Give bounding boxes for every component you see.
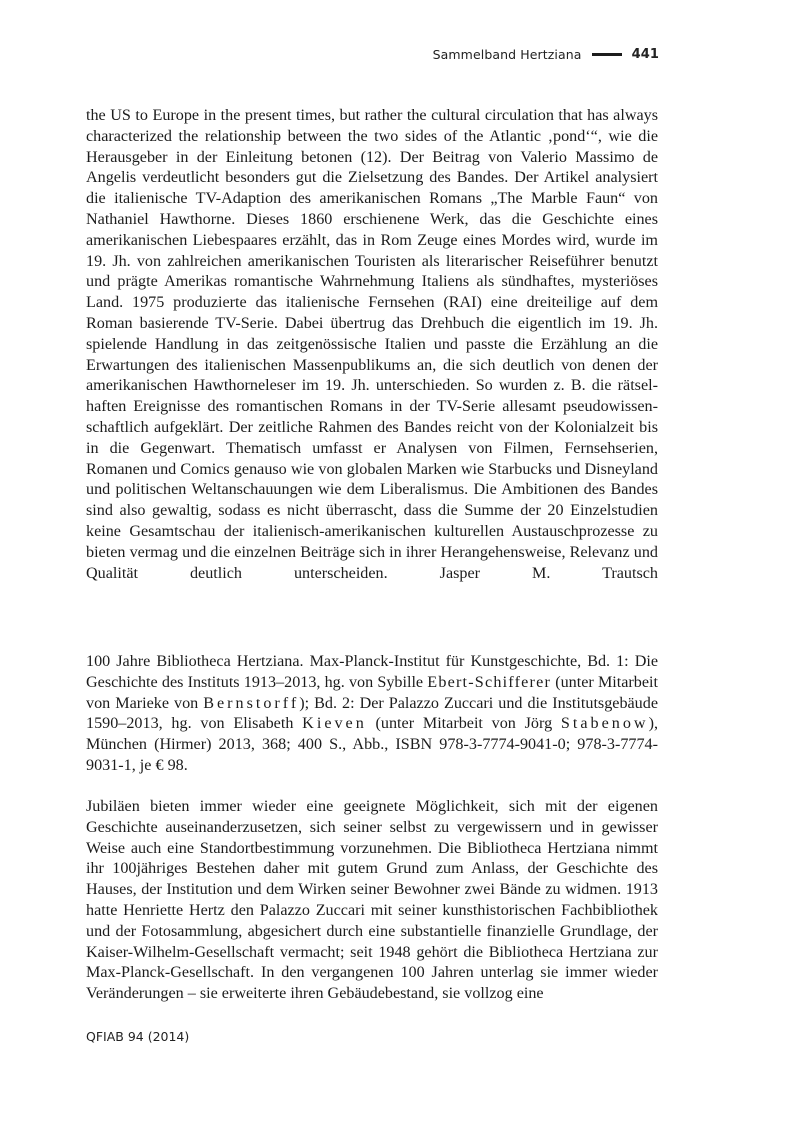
bib-editor-name: Ebert-Schifferer bbox=[427, 673, 552, 691]
bibliographic-entry bbox=[86, 652, 658, 777]
page-number: 441 bbox=[631, 46, 659, 62]
bib-text: 100 Jahre Bibliotheca Hertziana. Max-Planck-Institut für Kunstgeschichte, Bd. 1: Die Geschichte des Instituts 1913–2013, hg. von Sybille bbox=[86, 653, 658, 691]
bib-text: (unter Mitarbeit von Marieke von bbox=[86, 673, 659, 712]
bib-text: (unter Mitarbeit von Jörg bbox=[366, 715, 561, 733]
review-paragraph: Jubiläen bieten immer wieder eine geeignete Möglichkeit, sich mit der eigenen Geschichte auseinanderzusetzen, sich seiner selbst zu vergewissern und in gewisser Weise auch eine Standortbestimmung vorzunehmen. Die Bibliotheca Hertziana nimmt ihr 100jähriges Bestehen daher mit gutem Grund zum Anlass, der Geschichte des Hauses, der Institution und dem Wirken seiner Bewohner zwei Bände zu widmen. 1913 hatte Henriette Hertz den Palazzo Zuccari mit seiner kunsthistorischen Fachbibliothek und der Fotosammlung, abgesichert durch eine substantielle finanzielle Grundlage, der Kaiser-Wilhelm-Gesellschaft vermacht; seit 1948 gehört die Bibliotheca Hertziana zur Max-Planck-Gesellschaft. In den vergangenen 100 Jahren unterlag sie immer wieder Veränderungen – sie erweiterte ihren Gebäudebestand, sie vollzog eine bbox=[86, 798, 658, 1003]
bib-text: ); Bd. 2: Der Palazzo Zuccari und die Institutsgebäude 1590–2013, hg. von Elisabeth bbox=[86, 694, 658, 733]
bibliographic-paragraph bbox=[86, 652, 658, 777]
bib-contributor-name: Bernstorff bbox=[203, 694, 300, 712]
running-head bbox=[433, 44, 659, 64]
running-head-rule bbox=[592, 53, 622, 56]
bib-text: ), München (Hirmer) 2013, 368; 400 S., Abb., ISBN 978-3-7774-9041-0; 978-3-7774-9031-1, je € 98. bbox=[86, 715, 658, 774]
review-paragraph bbox=[86, 106, 658, 584]
review-body bbox=[86, 797, 658, 1005]
bib-editor-name: Kieven bbox=[302, 715, 367, 733]
review-author: Jasper M. Trautsch bbox=[439, 564, 658, 582]
bib-contributor-name: Stabenow bbox=[560, 715, 649, 733]
journal-footer: QFIAB 94 (2014) bbox=[86, 1029, 190, 1044]
running-head-title: Sammelband Hertziana bbox=[432, 46, 582, 62]
review-continuation bbox=[86, 106, 658, 584]
review-text: the US to Europe in the present times, but rather the cultural circulation that has always characterized the relationship between the two sides of the Atlantic ‚pond‘“, wie die Herausgeber in der Einleitung betonen (12). Der Beitrag von Valerio Massimo de Angelis verdeutlicht besonders gut die Zielsetzung des Bandes. Der Artikel analysiert die italienische TV-Adaption des amerikanischen Romans „The Marble Faun“ von Nathaniel Hawthorne. Dieses 1860 erschienene Werk, das die Geschichte eines amerikanischen Liebespaares erzählt, das in Rom Zeuge eines Mordes wird, wurde im 19. Jh. von zahlreichen amerikanischen Touristen als literarischer Reiseführer benutzt und prägte Amerikas romantische Wahrnehmung Italiens als sündhaftes, mysteriöses Land. 1975 produzierte das italienische Fernsehen (RAI) eine dreiteilige auf dem Roman basierende TV-Serie. Dabei übertrug das Drehbuch die eigentlich im 19. Jh. spielende Handlung in das zeitgenössische Italien und passte die Erzählung an die Erwartungen des italienischen Massenpublikums an, die sich deutlich von denen der amerikanischen Hawthorneleser im 19. Jh. unterschieden. So wurden z. B. die rätselhaften Ereignisse des romantischen Romans in der TV-Serie allesamt pseudowissenschaftlich aufgeklärt. Der zeitliche Rahmen des Bandes reicht von der Kolonialzeit bis in die Gegenwart. Thematisch umfasst er Analysen von Filmen, Fernsehserien, Romanen und Comics genauso wie von globalen Marken wie Starbucks und Disneyland und politischen Weltanschauungen wie dem Liberalismus. Die Ambitionen des Bandes sind also gewaltig, sodass es nicht überrascht, dass die Summe der 20 Einzelstudien keine Gesamtschau der italienisch-amerikanischen kulturellen Austauschprozesse zu bieten vermag und die einzelnen Beiträge sich in ihrer Herangehensweise, Relevanz und Qualität deutlich unterscheiden. bbox=[86, 107, 658, 582]
